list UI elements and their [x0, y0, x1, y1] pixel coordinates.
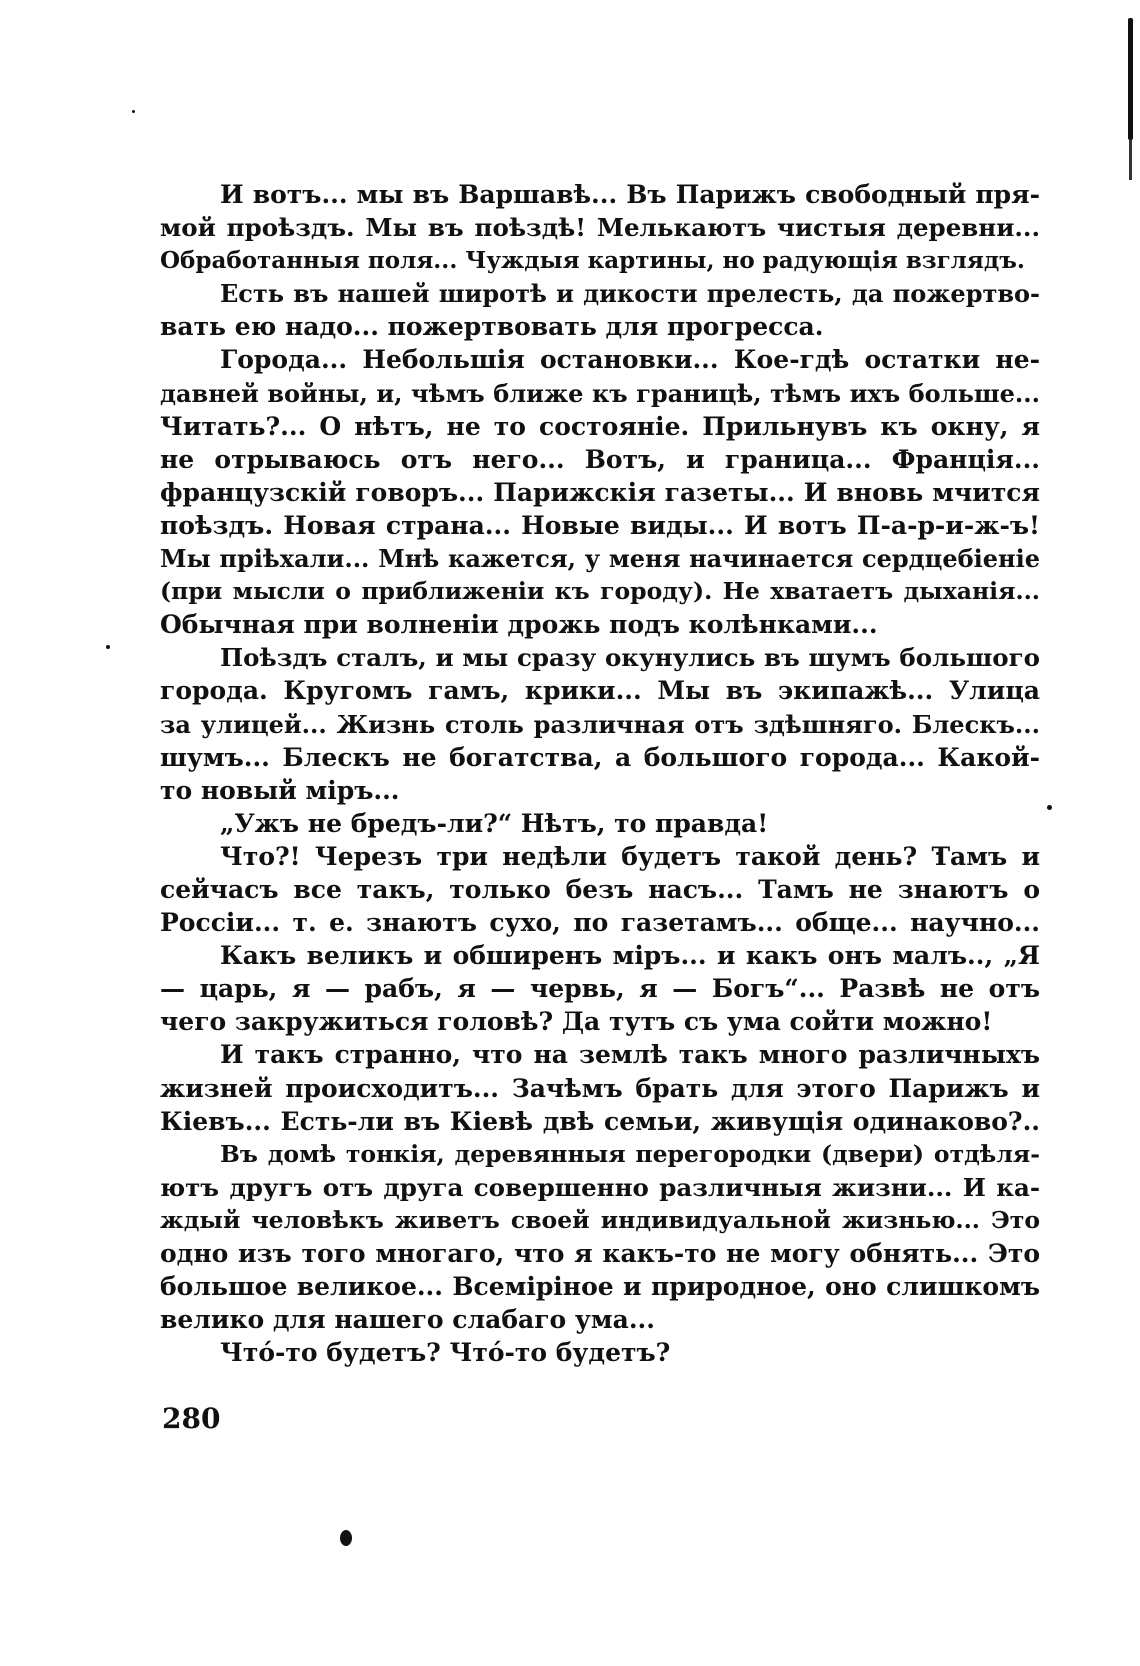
ink-blot — [340, 1530, 352, 1546]
text-line: „Ужъ не бредъ-ли?“ Нѣтъ, то правда! — [220, 808, 769, 838]
text-line: поѣздъ. Новая страна... Новые виды... И вотъ П-а-р-и-ж-ъ! — [160, 510, 1040, 540]
text-line: мой проѣздъ. Мы въ поѣздѣ! Мелькаютъ чистыя деревни... — [160, 213, 1040, 243]
text-line: вать ею надо... пожертвовать для прогресса. — [160, 312, 824, 342]
text-line: давней войны, и, чѣмъ ближе къ границѣ, тѣмъ ихъ больше... — [160, 378, 1040, 408]
text-line: не отрываюсь отъ него... Вотъ, и граница... Франція... — [160, 444, 1040, 474]
text-line: то новый міръ... — [160, 775, 400, 805]
ink-speck — [1047, 805, 1052, 810]
text-line: Есть въ нашей широтѣ и дикости прелесть, да пожертво- — [220, 279, 1040, 309]
text-line: одно изъ того многаго, что я какъ-то не могу обнять... Это — [160, 1239, 1040, 1268]
text-line: Что?! Черезъ три недѣли будетъ такой день? Тамъ и — [220, 841, 1040, 871]
ink-speck — [106, 645, 110, 649]
text-line: — царь, я — рабъ, я — червь, я — Богъ“... Развѣ не отъ — [160, 974, 1040, 1004]
binding-edge-mark-lower — [1129, 140, 1132, 180]
text-line: велико для нашего слабаго ума... — [160, 1305, 655, 1335]
text-line: города. Кругомъ гамъ, крики... Мы въ экипажѣ... Улица — [160, 676, 1040, 706]
body-text — [160, 178, 1040, 1369]
text-line: большое великое... Всеміріное и природное, оно слишкомъ — [160, 1272, 1040, 1302]
text-line: Читать?... О нѣтъ, не то состояніе. Прильнувъ къ окну, я — [160, 411, 1040, 441]
text-line: шумъ... Блескъ не богатства, а большого города... Какой- — [160, 742, 1040, 772]
text-line: французскій говоръ... Парижскія газеты... И вновь мчится — [160, 477, 1040, 507]
text-line: сейчасъ все такъ, только безъ насъ... Тамъ не знаютъ о — [160, 874, 1040, 904]
text-line: (при мысли о приближеніи къ городу). Не хватаетъ дыханія... — [160, 577, 1040, 606]
text-line: И вотъ... мы въ Варшавѣ... Въ Парижъ свободный пря- — [220, 180, 1040, 209]
text-line: чего закружиться головѣ? Да тутъ съ ума сойти можно! — [160, 1007, 993, 1037]
text-line: Чтó-то будетъ? Чтó-то будетъ? — [220, 1338, 671, 1368]
text-line: за улицей... Жизнь столь различная отъ здѣшняго. Блескъ... — [160, 709, 1040, 739]
text-line: Россіи... т. е. знаютъ сухо, по газетамъ... обще... научно... — [160, 908, 1040, 938]
text-line: Въ домѣ тонкія, деревянныя перегородки (двери) отдѣля- — [220, 1139, 1040, 1168]
text-line: ждый человѣкъ живетъ своей индивидуальной жизнью... Это — [160, 1205, 1040, 1234]
text-line: Города... Небольшія остановки... Кое-гдѣ остатки не- — [220, 345, 1040, 375]
text-line: Обычная при волненіи дрожь подъ колѣнками... — [160, 610, 878, 640]
text-line: Кіевъ... Есть-ли въ Кіевѣ двѣ семьи, живущія одинаково?.. — [160, 1106, 1040, 1136]
text-line: Обработанныя поля... Чуждыя картины, но радующія взглядъ. — [160, 247, 1025, 275]
page-number: 280 — [162, 1402, 221, 1435]
text-line: ютъ другъ отъ друга совершенно различныя жизни... И ка- — [160, 1172, 1040, 1202]
ink-speck — [132, 110, 135, 113]
text-line: Поѣздъ сталъ, и мы сразу окунулись въ шумъ большого — [220, 643, 1040, 673]
text-line: жизней происходитъ... Зачѣмъ брать для этого Парижъ и — [160, 1073, 1040, 1103]
text-line: И такъ странно, что на землѣ такъ много различныхъ — [220, 1040, 1040, 1070]
text-line: Какъ великъ и обширенъ міръ... и какъ онъ малъ.., „Я — [220, 941, 1040, 971]
binding-edge-mark — [1128, 18, 1133, 140]
text-line: Мы пріѣхали... Мнѣ кажется, у меня начинается сердцебіеніе — [160, 544, 1040, 574]
